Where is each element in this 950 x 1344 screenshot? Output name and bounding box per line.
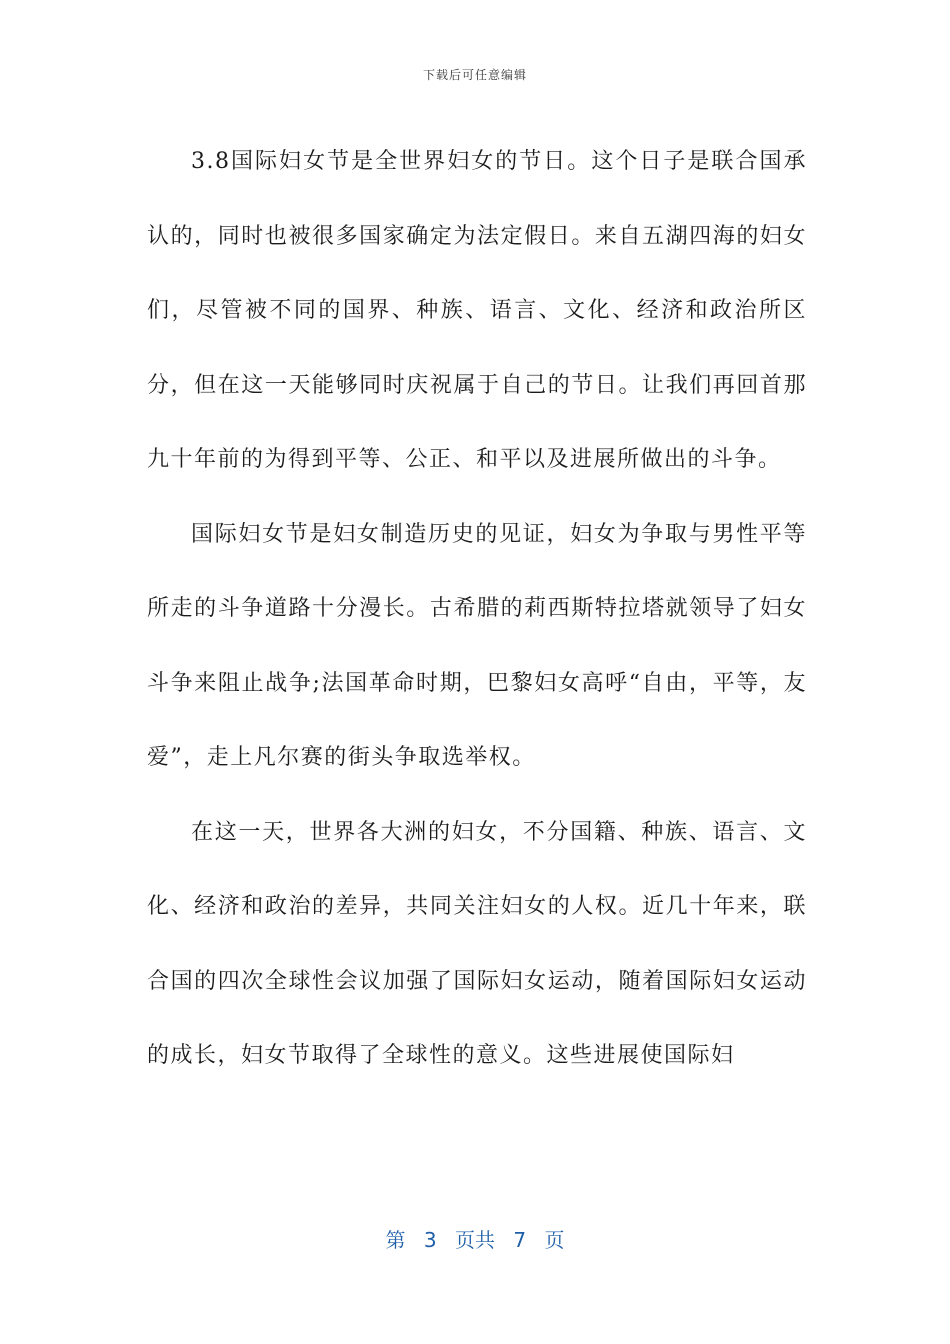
page-prefix: 第 — [385, 1228, 406, 1252]
paragraph-2: 国际妇女节是妇女制造历史的见证，妇女为争取与男性平等所走的斗争道路十分漫长。古希腊的莉西斯特拉塔就领导了妇女斗争来阻止战争;法国革命时期，巴黎妇女高呼“自由，平等，友爱”，走上凡尔赛的街头争取选举权。 — [147, 521, 807, 770]
current-page-number: 3 — [423, 1228, 437, 1252]
paragraph-3: 在这一天，世界各大洲的妇女，不分国籍、种族、语言、文化、经济和政治的差异，共同关注妇女的人权。近几十年来，联合国的四次全球性会议加强了国际妇女运动，随着国际妇女运动的成长，妇女节取得了全球性的意义。这些进展使国际妇 — [147, 819, 807, 1068]
paragraph-1: 3.8国际妇女节是全世界妇女的节日。这个日子是联合国承认的，同时也被很多国家确定为法定假日。来自五湖四海的妇女们，尽管被不同的国界、种族、语言、文化、经济和政治所区分，但在这一天能够同时庆祝属于自己的节日。让我们再回首那九十年前的为得到平等、公正、和平以及进展所做出的斗争。 — [147, 149, 807, 472]
header-note: 下载后可任意编辑 — [422, 68, 527, 82]
page-footer — [0, 1224, 950, 1253]
total-pages-number: 7 — [513, 1228, 527, 1252]
page-middle: 页共 — [455, 1228, 495, 1252]
page-suffix: 页 — [544, 1228, 565, 1252]
document-body — [147, 125, 807, 1094]
